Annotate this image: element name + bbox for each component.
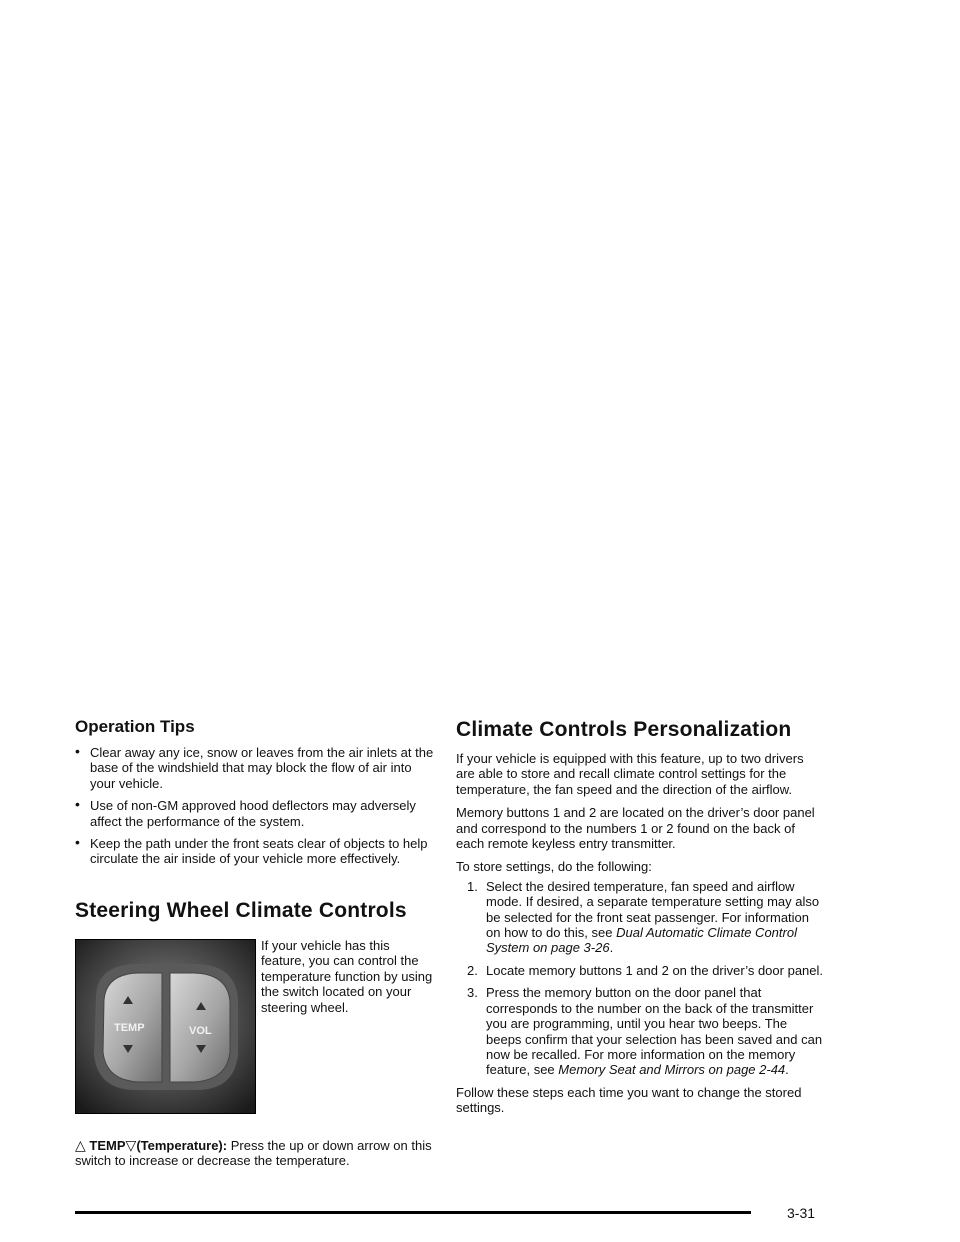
photo-vol-label: VOL xyxy=(189,1025,212,1037)
personalization-body xyxy=(456,751,824,1116)
list-item xyxy=(456,879,824,956)
step-reference: Memory Seat and Mirrors on page 2-44 xyxy=(558,1062,786,1078)
step-number: 2. xyxy=(467,962,478,978)
list-item: • Clear away any ice, snow or leaves from the air inlets at the base of the windshield that may block the flow of air into your vehicle. xyxy=(75,745,435,791)
temp-paren: (Temperature): xyxy=(136,1138,228,1153)
operation-tips-list xyxy=(75,745,435,874)
temp-description xyxy=(75,1138,437,1169)
steering-wheel-heading: Steering Wheel Climate Controls xyxy=(75,899,407,922)
temp-label: TEMP xyxy=(89,1138,126,1153)
steps-list xyxy=(456,879,824,1078)
steering-switch-photo xyxy=(75,939,256,1114)
operation-tips-heading: Operation Tips xyxy=(75,717,195,736)
para-memory-buttons: Memory buttons 1 and 2 are located on the driver’s door panel and correspond to the numbers 1 or 2 found on the back of each remote keyless entry transmitter. xyxy=(456,805,815,852)
steering-caption: If your vehicle has this feature, you can control the temperature function by using the switch located on your steering wheel. xyxy=(261,938,433,1015)
triangle-down-icon: ▽ xyxy=(125,1137,137,1153)
triangle-up-icon: △ xyxy=(75,1137,86,1153)
step-tail: . xyxy=(609,940,614,956)
step-text: Press the memory button on the door panel that corresponds to the number on the back of the transmitter you are programming, until you hear two beeps. The beeps confirm that your selection has been saved and can now be recalled. For more information on the memory feature, see xyxy=(486,985,823,1078)
para-follow-steps: Follow these steps each time you want to change the stored settings. xyxy=(456,1084,802,1116)
footer-rule xyxy=(75,1211,751,1214)
list-item xyxy=(456,985,824,1077)
step-reference: Dual Automatic Climate Control System on page 3-26 xyxy=(486,925,797,956)
step-text: Locate memory buttons 1 and 2 on the driver’s door panel. xyxy=(486,962,824,978)
page-number: 3-31 xyxy=(787,1205,816,1221)
para-store-settings: To store settings, do the following: xyxy=(456,859,652,875)
personalization-heading: Climate Controls Personalization xyxy=(456,718,792,741)
photo-temp-label: TEMP xyxy=(114,1022,145,1034)
list-item: • Use of non-GM approved hood deflectors may adversely affect the performance of the system. xyxy=(75,798,435,829)
step-text: Select the desired temperature, fan speed and airflow mode. If desired, a separate temperature setting may also be selected for the front seat passenger. For information on how to do this, see xyxy=(486,878,820,941)
para-intro: If your vehicle is equipped with this feature, up to two drivers are able to store and recall climate control settings for the temperature, the fan speed and the direction of the airflow. xyxy=(456,751,804,797)
list-item: • Keep the path under the front seats clear of objects to help circulate the air inside of your vehicle more effectively. xyxy=(75,836,435,867)
step-number: 3. xyxy=(467,985,478,1001)
list-item xyxy=(456,963,824,978)
step-number: 1. xyxy=(467,878,478,894)
step-tail: . xyxy=(785,1062,789,1078)
temp-desc-text: Press the up or down arrow on this switch to increase or decrease the temperature. xyxy=(75,1138,432,1169)
